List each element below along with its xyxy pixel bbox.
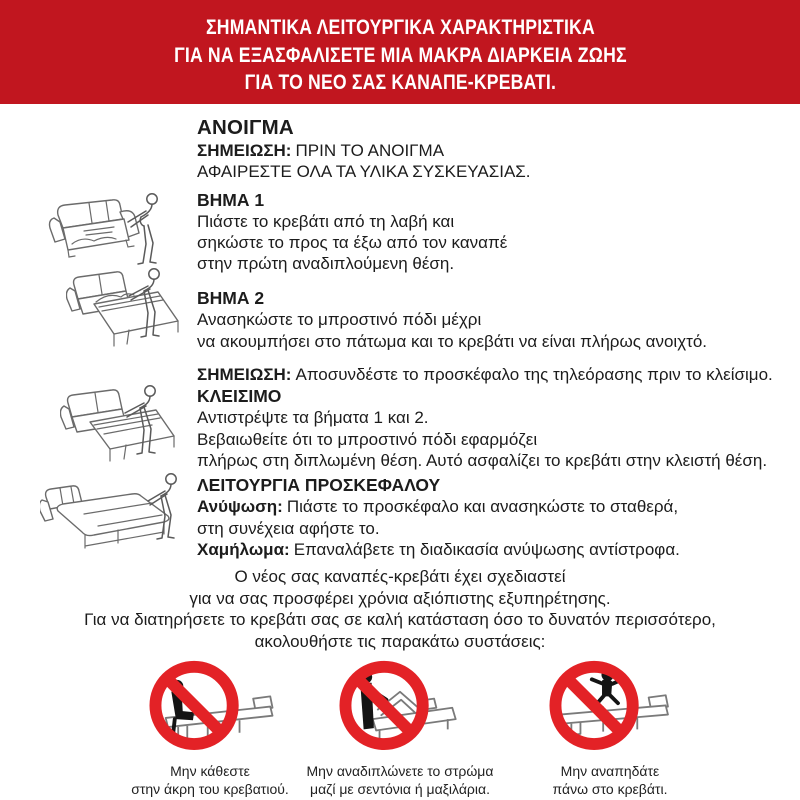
section-title-step1: ΒΗΜΑ 1	[197, 189, 265, 210]
bed-open-drawing	[40, 466, 192, 562]
section-title-step2: ΒΗΜΑ 2	[197, 288, 265, 309]
prohibition-caption: Μην αναδιπλώνετε το στρώμα μαζί με σεντόνια ή μαξιλάρια.	[306, 763, 494, 797]
instructions-column	[197, 116, 797, 560]
step1-line-3: στην πρώτη αναδιπλούμενη θέση.	[197, 254, 455, 274]
outro-line-3: Για να διατηρήσετε το κρεβάτι σας σε καλή κατάσταση όσο το δυνατόν περισσότερο,	[84, 610, 716, 630]
opening-note-line-2: ΑΦΑΙΡΕΣΤΕ ΟΛΑ ΤΑ ΥΛΙΚΑ ΣΥΣΚΕΥΑΣΙΑΣ.	[197, 162, 531, 182]
sofa-folding-drawing	[60, 382, 190, 470]
prohibition-caption: Μην κάθεστε στην άκρη του κρεβατιού.	[131, 763, 289, 797]
header-line-3: ΓΙΑ ΤΟ ΝΕΟ ΣΑΣ ΚΑΝΑΠΕ-ΚΡΕΒΑΤΙ.	[244, 71, 556, 94]
section-title-headrest: ΛΕΙΤΟΥΡΓΙΑ ΠΡΟΣΚΕΦΑΛΟΥ	[197, 475, 441, 496]
bed-fully-open-illustration	[40, 466, 192, 562]
note-label: ΣΗΜΕΙΩΣΗ:	[197, 141, 292, 160]
closing-note-line: ΣΗΜΕΙΩΣΗ: Αποσυνδέστε το προσκέφαλο της τηλεόρασης πριν το κλείσιμο.	[197, 365, 773, 385]
step1-line-2: σηκώστε το προς τα έξω από τον καναπέ	[197, 232, 508, 252]
step1-pull-out-illustration	[66, 266, 193, 354]
header-line-1: ΣΗΜΑΝΤΙΚΑ ΛΕΙΤΟΥΡΓΙΚΑ ΧΑΡΑΚΤΗΡΙΣΤΙΚΑ	[205, 16, 595, 39]
lower-label: Χαμήλωμα:	[197, 539, 290, 559]
no-jumping-on-bed-icon	[535, 660, 685, 760]
closing-fold-back-illustration	[60, 382, 190, 470]
outro-paragraph	[0, 566, 800, 652]
section-title-closing: ΚΛΕΙΣΙΜΟ	[197, 386, 282, 407]
section-title-opening: ΑΝΟΙΓΜΑ	[197, 116, 294, 139]
sofa-unfolding-drawing	[66, 266, 193, 354]
step1-grab-handle-illustration	[48, 188, 190, 270]
opening-note-line-1: ΣΗΜΕΙΩΣΗ: ΠΡΙΝ ΤΟ ΑΝΟΙΓΜΑ	[197, 141, 445, 160]
closing-line-1: Αντιστρέψτε τα βήματα 1 και 2.	[197, 408, 429, 428]
note-label: ΣΗΜΕΙΩΣΗ:	[197, 365, 292, 385]
step2-line-1: Ανασηκώστε το μπροστινό πόδι μέχρι	[197, 310, 482, 330]
prohibition-caption: Μην αναπηδάτε πάνω στο κρεβάτι.	[552, 763, 668, 797]
closing-line-2: Βεβαιωθείτε ότι το μπροστινό πόδι εφαρμόζει	[197, 429, 538, 449]
outro-line-1: Ο νέος σας καναπές-κρεβάτι έχει σχεδιαστεί	[234, 567, 566, 586]
headrest-raise-line-2: στη συνέχεια αφήστε το.	[197, 518, 380, 538]
step2-line-2: να ακουμπήσει στο πάτωμα και το κρεβάτι να είναι πλήρως ανοιχτό.	[197, 331, 708, 351]
raise-label: Ανύψωση:	[197, 497, 283, 517]
sofa-closed-drawing	[48, 188, 190, 270]
prohibition-no-folding-bedding	[295, 660, 505, 798]
prohibition-no-jumping	[505, 660, 715, 798]
header-line-2: ΓΙΑ ΝΑ ΕΞΑΣΦΑΛΙΣΕΤΕ ΜΙΑ ΜΑΚΡΑ ΔΙΑΡΚΕΙΑ ΖΩΗΣ	[173, 43, 627, 67]
outro-line-2: για να σας προσφέρει χρόνια αξιόπιστης εξυπηρέτησης.	[189, 588, 611, 608]
no-folding-mattress-with-bedding-icon	[325, 660, 475, 760]
step1-line-1: Πιάστε το κρεβάτι από τη λαβή και	[197, 211, 455, 231]
closing-line-3: πλήρως στη διπλωμένη θέση. Αυτό ασφαλίζει το κρεβάτι στην κλειστή θέση.	[197, 450, 768, 470]
header-banner	[0, 0, 800, 104]
headrest-lower-line: Χαμήλωμα: Επαναλάβετε τη διαδικασία ανύψωσης αντίστροφα.	[197, 539, 680, 559]
outro-line-4: ακολουθήστε τις παρακάτω συστάσεις:	[254, 631, 546, 651]
headrest-raise-line: Ανύψωση: Πιάστε το προσκέφαλο και ανασηκώστε το σταθερά,	[197, 497, 679, 517]
prohibition-no-sitting	[105, 660, 315, 798]
no-sitting-on-bed-edge-icon	[135, 660, 285, 760]
